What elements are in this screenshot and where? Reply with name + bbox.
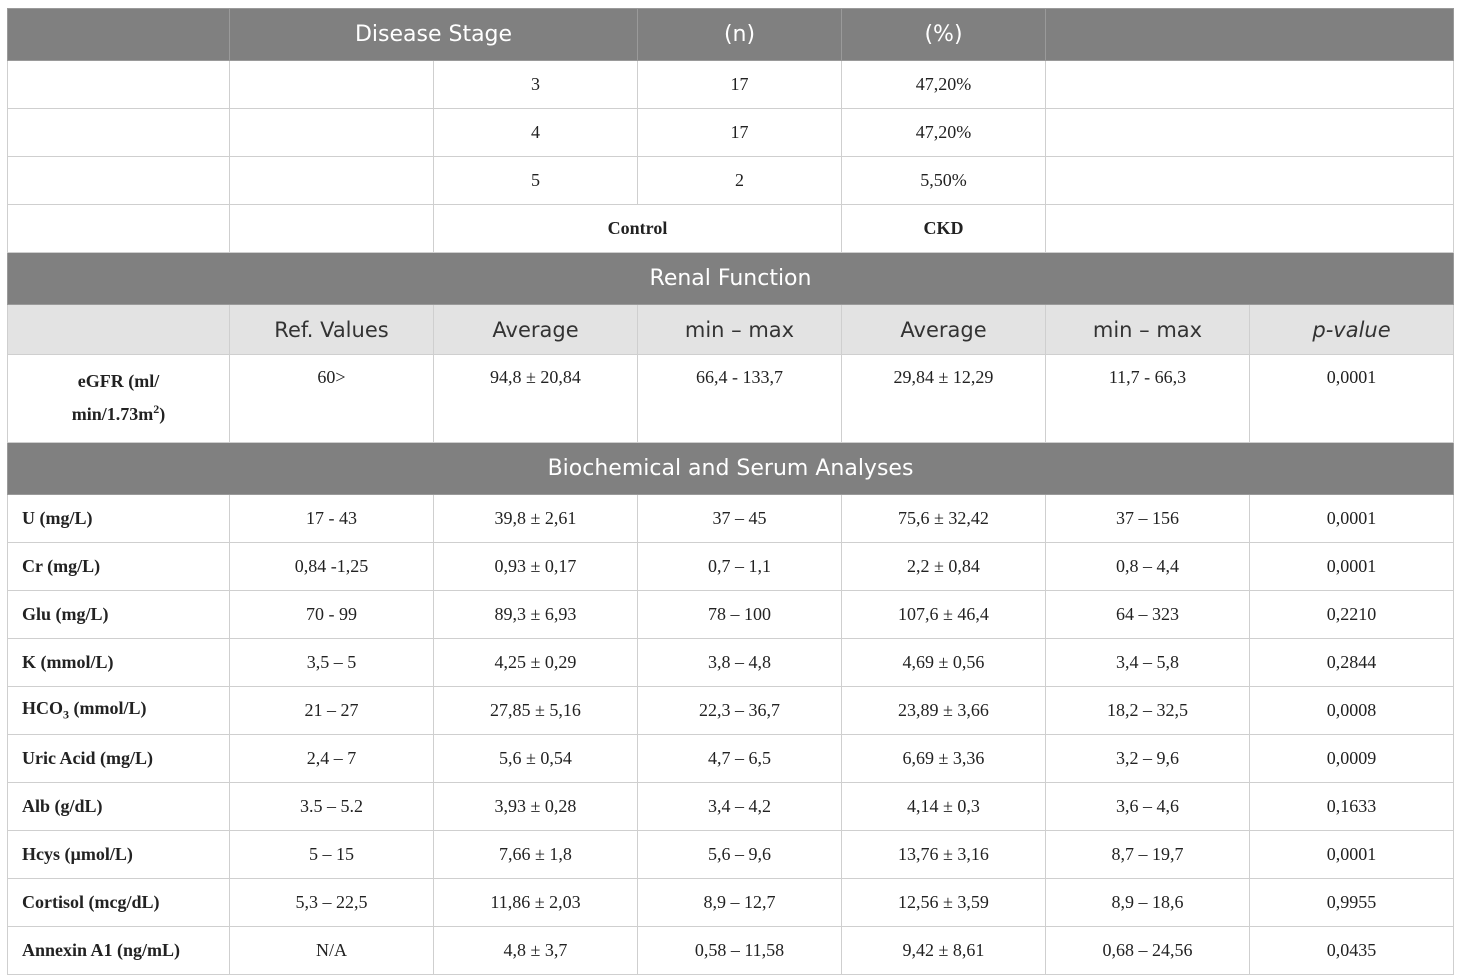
minmax-ckd: 8,9 – 18,6 <box>1046 879 1250 927</box>
row-label: Hcys (µmol/L) <box>8 831 230 879</box>
minmax-control: 8,9 – 12,7 <box>638 879 842 927</box>
average-control: 0,93 ± 0,17 <box>434 543 638 591</box>
stage-n: 17 <box>638 61 842 109</box>
p-value: 0,2210 <box>1250 591 1454 639</box>
average-control: 39,8 ± 2,61 <box>434 495 638 543</box>
row-label: Cr (mg/L) <box>8 543 230 591</box>
renal-function-header: Renal Function <box>8 253 1454 305</box>
stage-value: 5 <box>434 157 638 205</box>
average-control: 11,86 ± 2,03 <box>434 879 638 927</box>
average-ckd: 4,14 ± 0,3 <box>842 783 1046 831</box>
p-value: 0,0009 <box>1250 735 1454 783</box>
average-ckd: 2,2 ± 0,84 <box>842 543 1046 591</box>
minmax-ckd: 18,2 – 32,5 <box>1046 687 1250 735</box>
stage-pct: 5,50% <box>842 157 1046 205</box>
minmax-ckd: 37 – 156 <box>1046 495 1250 543</box>
ref-value: 3.5 – 5.2 <box>230 783 434 831</box>
average-control: 7,66 ± 1,8 <box>434 831 638 879</box>
row-label: Uric Acid (mg/L) <box>8 735 230 783</box>
stage-n: 17 <box>638 109 842 157</box>
p-value: 0,0001 <box>1250 355 1454 443</box>
col-minmax-ckd: min – max <box>1046 305 1250 355</box>
minmax-control: 37 – 45 <box>638 495 842 543</box>
ref-value: N/A <box>230 927 434 975</box>
minmax-ckd: 8,7 – 19,7 <box>1046 831 1250 879</box>
stage-pct: 47,20% <box>842 61 1046 109</box>
p-value: 0,0008 <box>1250 687 1454 735</box>
minmax-control: 22,3 – 36,7 <box>638 687 842 735</box>
table-row <box>8 591 1454 639</box>
minmax-control: 4,7 – 6,5 <box>638 735 842 783</box>
egfr-row <box>8 355 1454 443</box>
minmax-ckd: 0,8 – 4,4 <box>1046 543 1250 591</box>
ref-value: 0,84 -1,25 <box>230 543 434 591</box>
row-label: Alb (g/dL) <box>8 783 230 831</box>
disease-stage-header: Disease Stage <box>230 9 638 61</box>
group-control-label: Control <box>434 205 842 253</box>
average-ckd: 6,69 ± 3,36 <box>842 735 1046 783</box>
section-header-row <box>8 443 1454 495</box>
ref-value: 5,3 – 22,5 <box>230 879 434 927</box>
minmax-ckd: 3,6 – 4,6 <box>1046 783 1250 831</box>
col-minmax-control: min – max <box>638 305 842 355</box>
minmax-control: 66,4 - 133,7 <box>638 355 842 443</box>
empty-header-cell <box>1046 9 1454 61</box>
stage-row <box>8 109 1454 157</box>
minmax-ckd: 3,2 – 9,6 <box>1046 735 1250 783</box>
minmax-ckd: 64 – 323 <box>1046 591 1250 639</box>
results-table <box>7 8 1454 975</box>
table-row <box>8 927 1454 975</box>
section-header-row <box>8 253 1454 305</box>
ref-value: 70 - 99 <box>230 591 434 639</box>
minmax-ckd: 11,7 - 66,3 <box>1046 355 1250 443</box>
table-row <box>8 495 1454 543</box>
table-row <box>8 879 1454 927</box>
average-ckd: 13,76 ± 3,16 <box>842 831 1046 879</box>
ref-value: 17 - 43 <box>230 495 434 543</box>
average-ckd: 23,89 ± 3,66 <box>842 687 1046 735</box>
group-ckd-label: CKD <box>842 205 1046 253</box>
stage-row <box>8 157 1454 205</box>
col-p-value: p-value <box>1250 305 1454 355</box>
empty-header-cell <box>8 9 230 61</box>
n-header: (n) <box>638 9 842 61</box>
minmax-ckd: 3,4 – 5,8 <box>1046 639 1250 687</box>
group-row <box>8 205 1454 253</box>
ref-value: 2,4 – 7 <box>230 735 434 783</box>
p-value: 0,2844 <box>1250 639 1454 687</box>
egfr-label: eGFR (ml/ $\min/1.73m^2$) <box>8 355 230 443</box>
minmax-control: 3,8 – 4,8 <box>638 639 842 687</box>
average-control: 4,8 ± 3,7 <box>434 927 638 975</box>
col-average-control: Average <box>434 305 638 355</box>
stage-row <box>8 61 1454 109</box>
pct-header: (%) <box>842 9 1046 61</box>
average-control: 94,8 ± 20,84 <box>434 355 638 443</box>
p-value: 0,0001 <box>1250 495 1454 543</box>
row-label: Annexin A1 (ng/mL) <box>8 927 230 975</box>
table-row <box>8 783 1454 831</box>
p-value: 0,0001 <box>1250 543 1454 591</box>
row-label: $HCO_3$ (mmol/L) <box>8 687 230 735</box>
table-row <box>8 687 1454 735</box>
biochemical-header: Biochemical and Serum Analyses <box>8 443 1454 495</box>
ref-value: 21 – 27 <box>230 687 434 735</box>
stage-header-row <box>8 9 1454 61</box>
col-average-ckd: Average <box>842 305 1046 355</box>
average-ckd: 12,56 ± 3,59 <box>842 879 1046 927</box>
average-ckd: 107,6 ± 46,4 <box>842 591 1046 639</box>
column-header-row <box>8 305 1454 355</box>
minmax-ckd: 0,68 – 24,56 <box>1046 927 1250 975</box>
p-value: 0,0001 <box>1250 831 1454 879</box>
table-row <box>8 831 1454 879</box>
average-ckd: 4,69 ± 0,56 <box>842 639 1046 687</box>
ref-value: 5 – 15 <box>230 831 434 879</box>
p-value: 0,9955 <box>1250 879 1454 927</box>
average-ckd: 75,6 ± 32,42 <box>842 495 1046 543</box>
minmax-control: 0,58 – 11,58 <box>638 927 842 975</box>
minmax-control: 0,7 – 1,1 <box>638 543 842 591</box>
stage-pct: 47,20% <box>842 109 1046 157</box>
average-control: 4,25 ± 0,29 <box>434 639 638 687</box>
table-row <box>8 639 1454 687</box>
minmax-control: 5,6 – 9,6 <box>638 831 842 879</box>
average-ckd: 29,84 ± 12,29 <box>842 355 1046 443</box>
minmax-control: 3,4 – 4,2 <box>638 783 842 831</box>
stage-value: 3 <box>434 61 638 109</box>
stage-value: 4 <box>434 109 638 157</box>
average-control: 89,3 ± 6,93 <box>434 591 638 639</box>
table-row <box>8 543 1454 591</box>
col-ref-values: Ref. Values <box>230 305 434 355</box>
ref-value: 3,5 – 5 <box>230 639 434 687</box>
stage-n: 2 <box>638 157 842 205</box>
row-label: U (mg/L) <box>8 495 230 543</box>
average-control: 3,93 ± 0,28 <box>434 783 638 831</box>
row-label: Glu (mg/L) <box>8 591 230 639</box>
table-row <box>8 735 1454 783</box>
row-label: K (mmol/L) <box>8 639 230 687</box>
p-value: 0,1633 <box>1250 783 1454 831</box>
average-control: 27,85 ± 5,16 <box>434 687 638 735</box>
ref-value: 60> <box>230 355 434 443</box>
minmax-control: 78 – 100 <box>638 591 842 639</box>
average-ckd: 9,42 ± 8,61 <box>842 927 1046 975</box>
average-control: 5,6 ± 0,54 <box>434 735 638 783</box>
row-label: Cortisol (mcg/dL) <box>8 879 230 927</box>
p-value: 0,0435 <box>1250 927 1454 975</box>
